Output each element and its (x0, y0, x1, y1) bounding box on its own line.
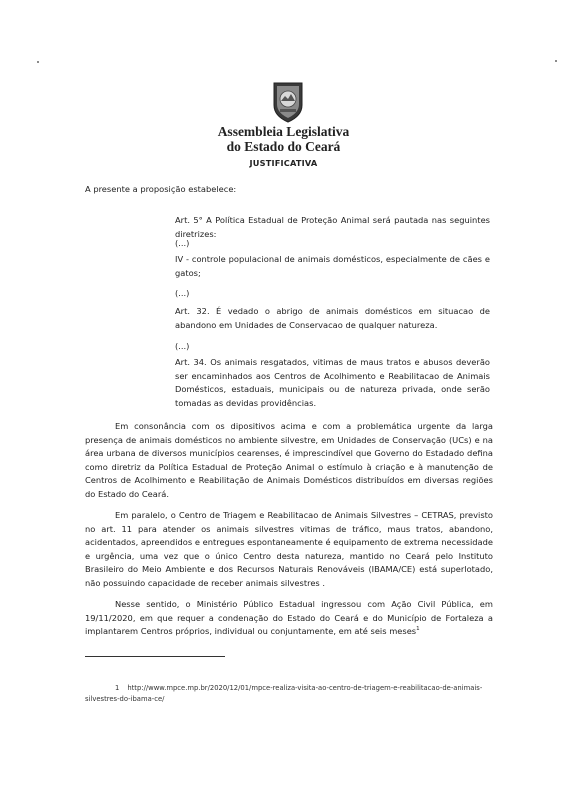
body-paragraph (85, 598, 493, 639)
document-title: JUSTIFICATIVA (249, 158, 318, 168)
paragraph-text: Nesse sentido, o Ministério Público Estadual ingressou com Ação Civil Pública, em 19/11/2020, em que requer a condenação do Estado do Ceará e do Município de Fortaleza a implantarem Centros próprios, individual ou conjuntamente, em até seis meses (85, 599, 493, 637)
ellipsis: (...) (175, 288, 190, 298)
scan-speck (37, 61, 39, 63)
ellipsis: (...) (175, 341, 190, 351)
footnote-number: 1 (115, 684, 120, 692)
footnote-reference: 1 (416, 626, 420, 633)
ellipsis: (...) (175, 238, 190, 248)
state-seal-icon (271, 81, 305, 123)
footnote-link[interactable]: http://www.mpce.mp.br/2020/12/01/mpce-realiza-visita-ao-centro-de-triagem-e-reabilitacao-de-animais-silvestres-do-ibama-ce/ (85, 684, 483, 703)
quoted-article-34: Art. 34. Os animais resgatados, vitimas de maus tratos e abusos deverão ser encaminhados aos Centros de Acolhimento e Reabilitacao de Animais Domésticos, estaduais, municipais ou de natureza privada, onde serão tomadas as devidas providências. (175, 357, 490, 408)
scan-speck (555, 60, 557, 62)
body-paragraph: Em paralelo, o Centro de Triagem e Reabilitacao de Animais Silvestres – CETRAS, previsto no art. 11 para atender os animais silvestres vitimas de tráfico, maus tratos, abandono, acidentados, apreendidos e entregues espontaneamente é equipamento de extrema necessidade e urgência, uma vez que o único Centro desta natureza, mantido no Ceará pelo Instituto Brasileiro do Meio Ambiente e dos Recursos Naturais Renováveis (IBAMA/CE) está superlotado, não possuindo capacidade de receber animais silvestres . (85, 510, 493, 588)
body-paragraph: Em consonância com os dipositivos acima e com a problemática urgente da larga presença de animais domésticos no ambiente silvestre, em Unidades de Conservação (UCs) e na área urbana de diversos municípios cearenses, é imprescindível que Governo do Estadado defina como diretriz da Política Estadual de Proteção Animal o estímulo à criação e à manutenção de Centros de Acolhimento e Reabilitação de Animais Domésticos distribuídos em diversas regiões do Estado do Ceará. (85, 421, 493, 499)
institution-name-line1: Assembleia Legislativa (217, 124, 350, 139)
quoted-article-5: Art. 5° A Política Estadual de Proteção Animal será pautada nas seguintes diretrizes: (175, 215, 490, 239)
footnote-separator (85, 656, 225, 657)
footnote (85, 683, 495, 704)
institution-name-line2: do Estado do Ceará (226, 139, 341, 154)
intro-text: A presente a proposição estabelece: (85, 184, 237, 194)
quoted-article-32: Art. 32. É vedado o abrigo de animais domésticos em situacao de abandono em Unidades de Conservacao de qualquer natureza. (175, 306, 490, 330)
quoted-item-iv: IV - controle populacional de animais domésticos, especialmente de cães e gatos; (175, 254, 490, 278)
